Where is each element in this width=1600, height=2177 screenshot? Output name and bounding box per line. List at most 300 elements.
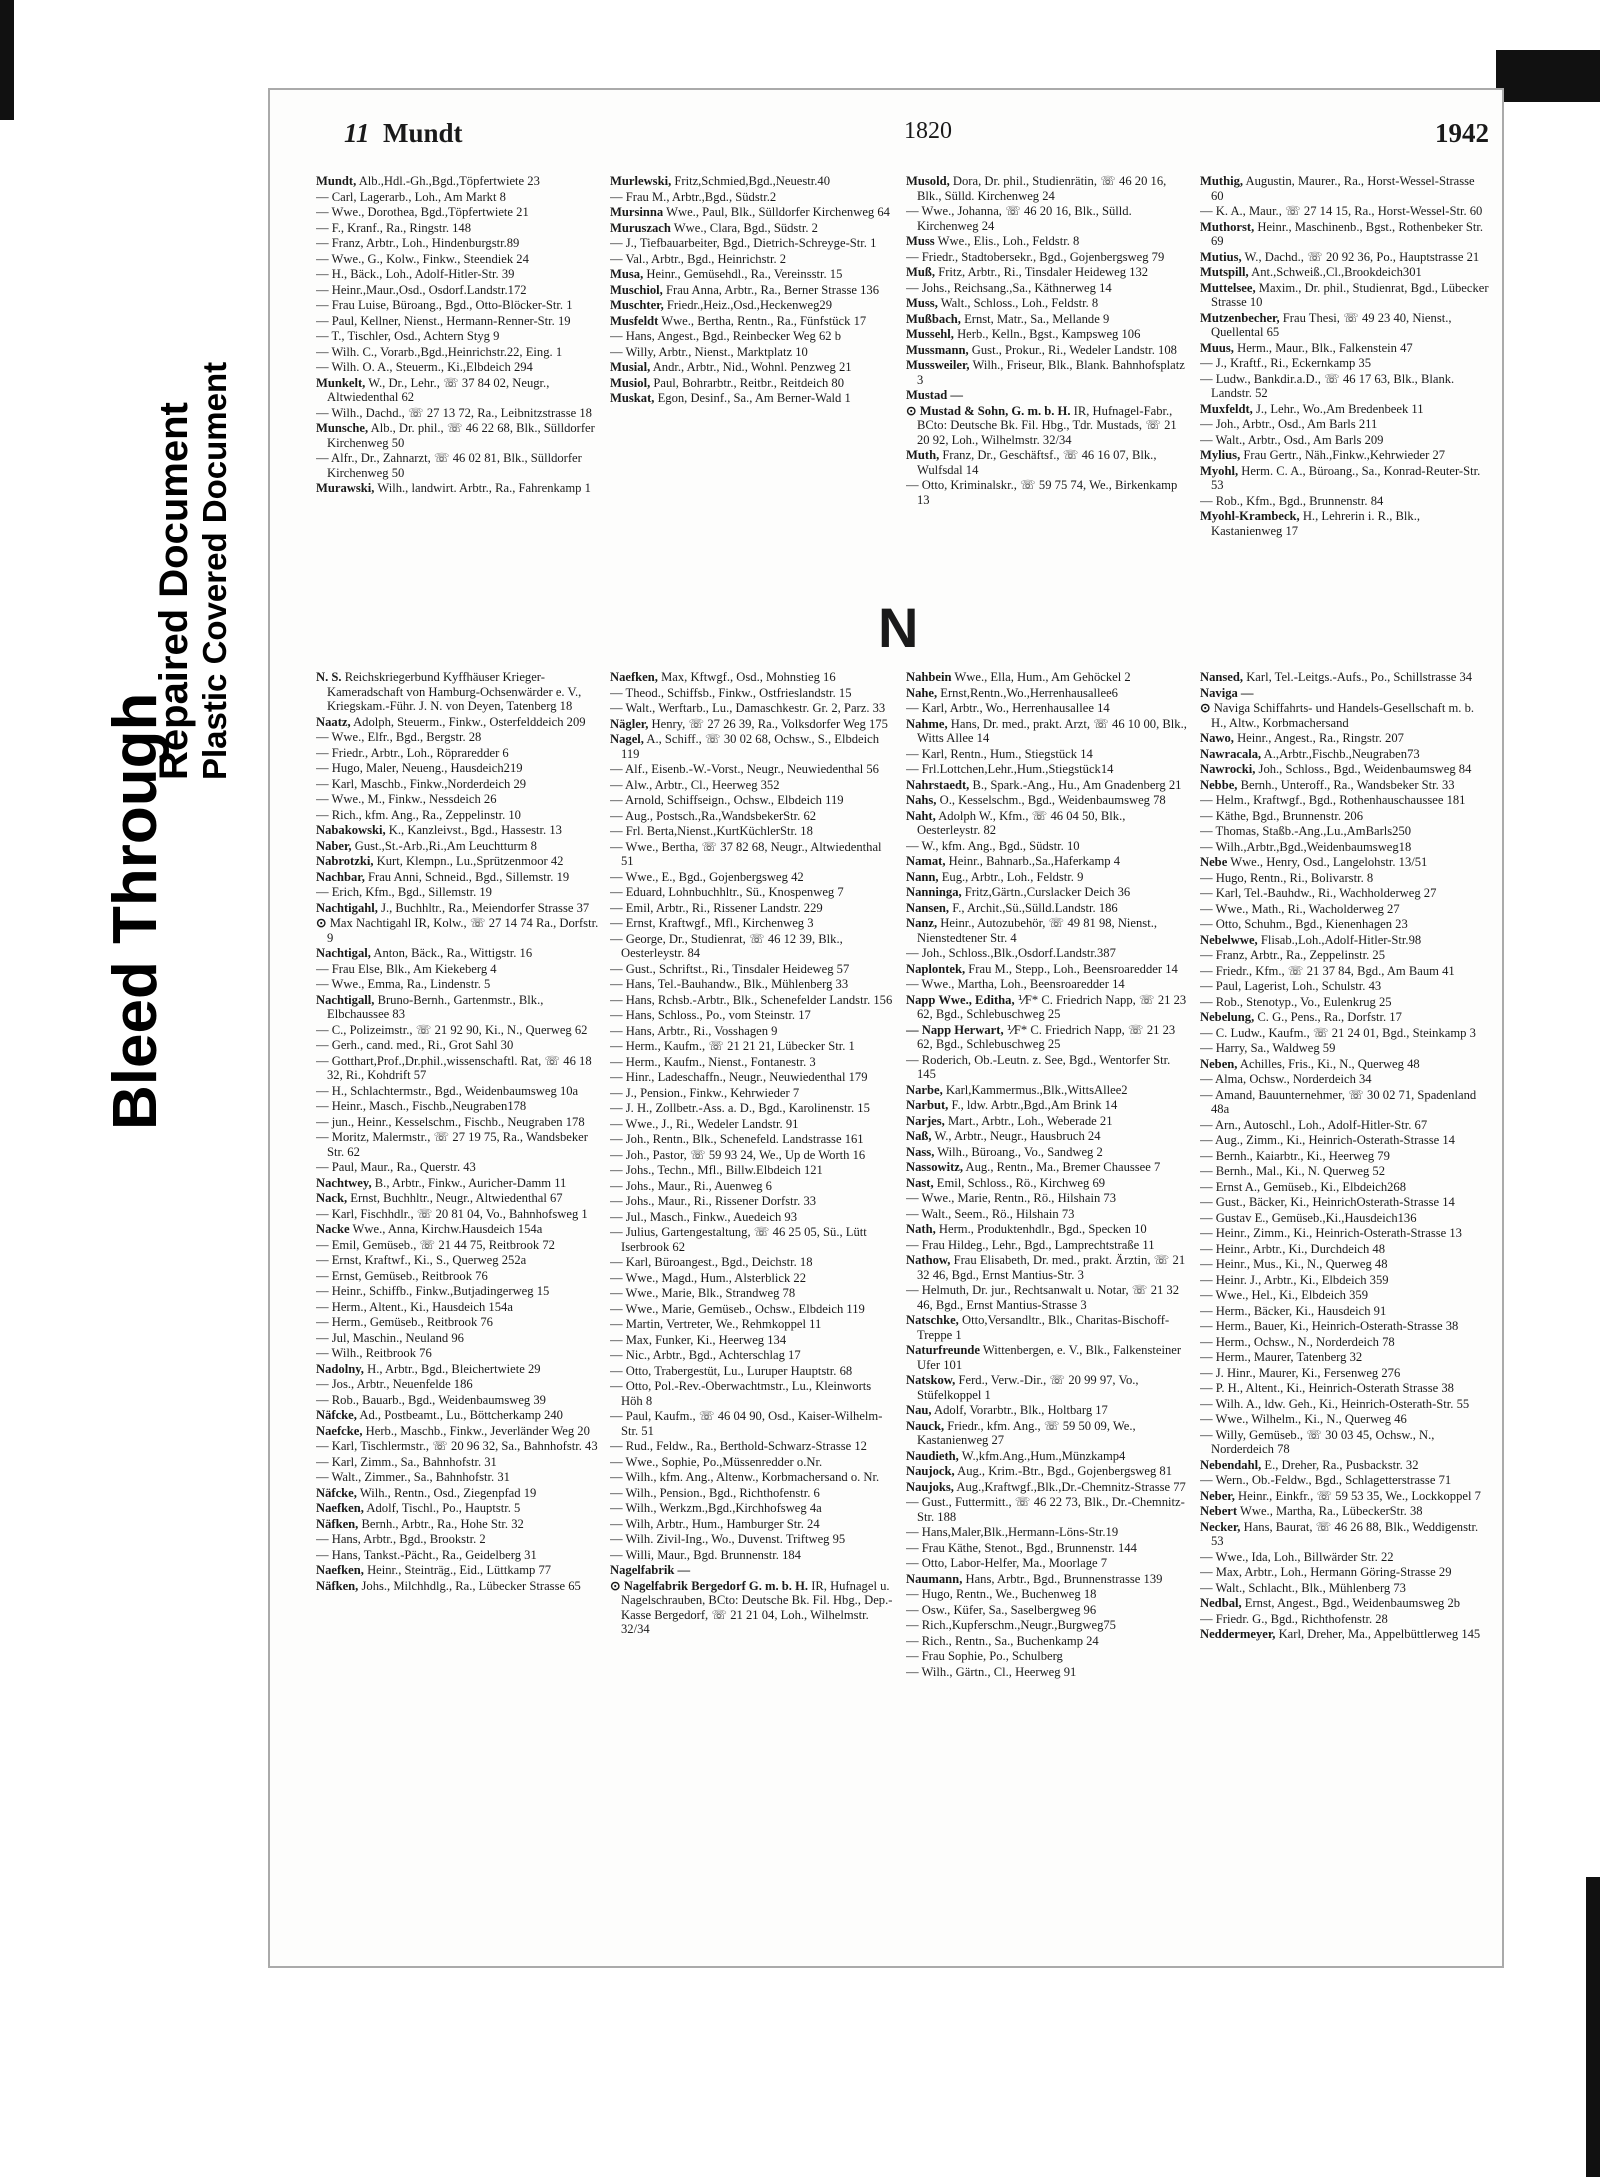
entry-name: Nahs,: [906, 793, 937, 807]
entry-details: — Erich, Kfm., Bgd., Sillemstr. 19: [316, 885, 492, 899]
entry-name: Nebbe,: [1200, 777, 1238, 792]
entry-details: Heinr., Bahnarb.,Sa.,Haferkamp 4: [945, 854, 1121, 868]
directory-entry: [610, 1179, 893, 1194]
entry-details: — Alma, Ochsw., Norderdeich 34: [1200, 1072, 1372, 1086]
entry-details: — Joh., Schloss.,Blk.,Osdorf.Landstr.387: [906, 946, 1116, 960]
entry-details: — Herm., Kaufm., Nienst., Fontanestr. 3: [610, 1054, 816, 1069]
entry-details: — C., Polizeimstr., ☏ 21 92 90, Ki., N., Querweg 62: [316, 1022, 588, 1037]
directory-entry: [906, 1464, 1189, 1479]
entry-name: Nebert: [1200, 1504, 1238, 1518]
directory-entry: [906, 1618, 1189, 1633]
bleed-through-stamp: Bleed Through: [101, 692, 170, 1130]
entry-details: — Hans, Rchsb.-Arbtr., Blk., Schenefelder Landstr. 156: [610, 992, 893, 1007]
directory-entry: [316, 1439, 599, 1454]
entry-name: Nanninga,: [906, 885, 962, 899]
directory-entry: [1200, 1118, 1490, 1133]
directory-entry: [906, 327, 1189, 342]
directory-entry: [1200, 670, 1490, 685]
entry-details: — Joh., Pastor, ☏ 59 93 24, We., Up de Worth 16: [610, 1147, 866, 1162]
entry-details: Wwe., Clara, Bgd., Südstr. 2: [670, 220, 818, 235]
directory-entry: [1200, 1242, 1490, 1257]
entry-details: Friedr., kfm. Ang., ☏ 59 50 09, We., Kastanienweg 27: [917, 1418, 1136, 1447]
directory-entry: [610, 1117, 893, 1132]
entry-details: — Helmuth, Dr. jur., Rechtsanwalt u. Notar, ☏ 21 32 46, Bgd., Ernst Mantius-Strasse 3: [906, 1283, 1180, 1312]
entry-name: Nadolny,: [316, 1361, 364, 1376]
entry-details: — Moritz, Malermstr., ☏ 27 19 75, Ra., Wandsbeker Str. 62: [316, 1130, 588, 1159]
entry-name: Namat,: [906, 854, 946, 868]
directory-entry: [610, 993, 893, 1008]
entry-details: — Wwe., G., Kolw., Finkw., Steendiek 24: [316, 251, 529, 266]
entry-name: Natskow,: [906, 1373, 956, 1387]
directory-entry: [906, 1419, 1189, 1448]
entry-name: Nagelfabrik —: [610, 1563, 691, 1577]
entry-name: Nann,: [906, 869, 939, 884]
directory-entry: [1200, 793, 1490, 808]
directory-entry: [1200, 871, 1490, 886]
entry-details: Frau Thesi, ☏ 49 23 40, Nienst., Quellental 65: [1211, 310, 1452, 339]
entry-details: — Frau Luise, Büroang., Bgd., Otto-Blöcker-Str. 1: [316, 298, 573, 312]
entry-details: — Karl, Büroangest., Bgd., Deichstr. 18: [610, 1255, 813, 1269]
entry-details: — Julius, Gartengestaltung, ☏ 46 25 05, Sü., Lütt Iserbrook 62: [610, 1225, 867, 1254]
entry-details: Naviga Schiffahrts- und Handels-Gesellschaft m. b. H., Altw., Korbmachersand: [1210, 701, 1475, 730]
directory-entry: [1200, 1350, 1490, 1365]
directory-entry: [316, 1377, 599, 1392]
entry-details: — Rud., Feldw., Ra., Berthold-Schwarz-Strasse 12: [610, 1439, 867, 1453]
directory-entry: [610, 1194, 893, 1209]
entry-details: W.,kfm.Ang.,Hum.,Münzkamp4: [958, 1448, 1126, 1463]
entry-details: — Wwe., Marie, Blk., Strandweg 78: [610, 1286, 796, 1300]
entry-details: — Amand, Bauunternehmer, ☏ 30 02 71, Spadenland 48a: [1200, 1087, 1477, 1116]
directory-entry: [316, 1054, 599, 1083]
entry-details: Karl, Dreher, Ma., Appelbüttlerweg 145: [1275, 1627, 1481, 1641]
directory-entry: [610, 932, 893, 961]
directory-entry: [906, 1541, 1189, 1556]
directory-entry: [1200, 1211, 1490, 1226]
entry-details: — Emil, Gemüseb., ☏ 21 44 75, Reitbrook 72: [316, 1237, 555, 1252]
entry-details: — Emil, Arbtr., Ri., Rissener Landstr. 229: [610, 900, 823, 915]
directory-entry: [316, 360, 599, 375]
directory-entry: [1200, 220, 1490, 249]
entry-details: Ernst, Angest., Bgd., Weidenbaumsweg 2b: [1241, 1596, 1461, 1610]
directory-entry: [1200, 1195, 1490, 1210]
directory-entry: [1200, 917, 1490, 932]
entry-name: Myohl,: [1200, 463, 1239, 478]
header-page-number: 1942: [1435, 118, 1489, 148]
entry-details: Wilh., landwirt. Arbtr., Ra., Fahrenkamp 1: [374, 481, 591, 495]
directory-entry: [610, 840, 893, 869]
entry-details: — Otto, Trabergestüt, Lu., Luruper Hauptstr. 68: [610, 1363, 853, 1378]
entry-details: — T., Tischler, Osd., Achtern Styg 9: [316, 329, 500, 343]
directory-entry: [316, 1331, 599, 1346]
entry-details: Adolph, Steuerm., Finkw., Osterfelddeich 209: [350, 714, 586, 729]
entry-details: — Wilh., Gärtn., Cl., Heerweg 91: [906, 1664, 1077, 1679]
entry-name: Muruszach: [610, 220, 671, 235]
directory-entry: [610, 252, 893, 267]
entry-name: Nass,: [906, 1144, 935, 1159]
entry-name: Nebelung,: [1200, 1010, 1255, 1024]
directory-entry: [906, 250, 1189, 265]
directory-entry: [610, 1517, 893, 1532]
directory-entry: [906, 1480, 1189, 1495]
directory-entry: [1200, 1489, 1490, 1504]
entry-details: — Herm., Altent., Ki., Hausdeich 154a: [316, 1299, 513, 1314]
directory-entry: [610, 962, 893, 977]
entry-details: — jun., Heinr., Kesselschm., Fischb., Neugraben 178: [316, 1114, 585, 1129]
directory-entry: [610, 1470, 893, 1485]
entry-details: — Herm., Gemüseb., Reitbrook 76: [316, 1315, 493, 1329]
entry-details: Ernst, Matr., Sa., Mellande 9: [960, 311, 1110, 326]
directory-entry: [906, 343, 1189, 358]
entry-name: Näfken,: [316, 1578, 359, 1593]
entry-details: — K. A., Maur., ☏ 27 14 15, Ra., Horst-Wessel-Str. 60: [1200, 204, 1483, 218]
entry-details: IR, Hufnagel-Fabr., BCto: Deutsche Bk. Fil. Hbg., Tdr. Mustads, ☏ 21 20 92, Loh., Wilhelmstr. 32/34: [917, 403, 1177, 447]
entry-details: — Käthe, Bgd., Brunnenstr. 206: [1200, 808, 1364, 823]
entry-details: — Frau Else, Blk., Am Kiekeberg 4: [316, 961, 497, 976]
directory-entry: [1200, 809, 1490, 824]
entry-name: Naplontek,: [906, 961, 966, 976]
header-year: 1820: [904, 118, 952, 144]
directory-entry: [1200, 1304, 1490, 1319]
directory-entry: [610, 977, 893, 992]
entry-name: Nahbein: [906, 670, 952, 684]
entry-details: — Karl, Zimm., Sa., Bahnhofstr. 31: [316, 1454, 497, 1469]
directory-entry: [906, 1129, 1189, 1144]
entry-details: — Wwe., Math., Ri., Wacholderweg 27: [1200, 901, 1400, 916]
directory-entry: [1200, 964, 1490, 979]
directory-entry: [316, 1470, 599, 1485]
entry-details: — Willi, Maur., Bgd. Brunnenstr. 184: [610, 1547, 801, 1562]
directory-entry: [316, 1517, 599, 1532]
directory-entry: [316, 946, 599, 961]
directory-entry: [316, 1160, 599, 1175]
directory-entry: [1200, 1397, 1490, 1412]
entry-details: Hans, Arbtr., Bgd., Brunnenstrasse 139: [962, 1571, 1163, 1586]
directory-entry: [316, 1408, 599, 1423]
directory-entry: [610, 1501, 893, 1516]
entry-details: — J., Kraftf., Ri., Eckernkamp 35: [1200, 356, 1372, 370]
entry-name: Mundt,: [316, 174, 357, 188]
entry-details: — C. Ludw., Kaufm., ☏ 21 24 01, Bgd., Steinkamp 3: [1200, 1025, 1476, 1040]
directory-entry: [610, 1286, 893, 1301]
directory-entry: [906, 1145, 1189, 1160]
directory-entry: [906, 1603, 1189, 1618]
directory-entry: [316, 1393, 599, 1408]
entry-name: Muttelsee,: [1200, 280, 1256, 295]
entry-details: Frau Gertr., Näh.,Finkw.,Kehrwieder 27: [1240, 448, 1446, 462]
entry-details: — Jos., Arbtr., Neuenfelde 186: [316, 1377, 473, 1391]
directory-entry: [610, 1055, 893, 1070]
entry-details: — Johs., Maur., Ri., Rissener Dorfstr. 33: [610, 1194, 817, 1208]
entry-details: — Gust., Futtermitt., ☏ 46 22 73, Blk., Dr.-Chemnitz-Str. 188: [906, 1495, 1185, 1524]
directory-entry: [906, 1556, 1189, 1571]
entry-details: — Herm., Ochsw., N., Norderdeich 78: [1200, 1334, 1395, 1349]
entry-details: Aug., Rentn., Ma., Bremer Chaussee 7: [963, 1160, 1161, 1174]
entry-details: Fritz, Arbtr., Ri., Tinsdaler Heideweg 132: [935, 265, 1149, 279]
directory-entry: [1200, 372, 1490, 401]
directory-entry: [316, 839, 599, 854]
entry-details: — Wwe., Johanna, ☏ 46 20 16, Blk., Sülld. Kirchenweg 24: [906, 204, 1132, 233]
entry-details: Frau Anna, Arbtr., Ra., Berner Strasse 136: [662, 282, 880, 297]
entry-details: Ernst, Buchhltr., Neugr., Altwiedenthal 67: [347, 1191, 563, 1205]
directory-entry: [610, 1317, 893, 1332]
entry-name: Naudieth,: [906, 1448, 959, 1463]
directory-entry: [316, 977, 599, 992]
entry-details: Bernh., Unteroff., Ra., Wandsbeker Str. 33: [1237, 777, 1455, 792]
entry-name: Neber,: [1200, 1488, 1235, 1503]
directory-entry: [906, 1023, 1189, 1052]
directory-entry: [610, 329, 893, 344]
entry-details: Heinr., Einkfr., ☏ 59 53 35, We., Lockkoppel 7: [1234, 1488, 1481, 1503]
entry-details: — Osw., Küfer, Sa., Saselbergweg 96: [906, 1602, 1097, 1617]
directory-entry: [316, 1207, 599, 1222]
entry-details: — Otto, Pol.-Rev.-Oberwachtmstr., Lu., Kleinworts Höh 8: [610, 1379, 872, 1408]
directory-entry: [1200, 174, 1490, 203]
entry-name: Nebe: [1200, 855, 1228, 869]
entry-details: — Wwe., Elfr., Bgd., Bergstr. 28: [316, 730, 482, 744]
directory-entry: [610, 870, 893, 885]
repaired-document-stamp: Repaired Document: [152, 402, 196, 780]
bottom-column-2: [610, 670, 893, 1960]
directory-entry: [610, 376, 893, 391]
directory-entry: [1200, 1088, 1490, 1117]
directory-entry: [1200, 509, 1490, 538]
directory-entry: [316, 1084, 599, 1099]
entry-details: — P. H., Altent., Ki., Heinrich-Osterath Strasse 38: [1200, 1381, 1454, 1395]
entry-details: Paul, Bohrarbtr., Reitbr., Reitdeich 80: [650, 375, 845, 390]
entry-details: Herm., Produktenhdlr., Bgd., Specken 10: [935, 1222, 1147, 1236]
scan-border-top-right: [1496, 50, 1600, 102]
section-letter: N: [878, 596, 919, 659]
entry-name: Natschke,: [906, 1313, 959, 1327]
entry-details: IR, Hufnagel u. Nagelschrauben, BCto: Deutsche Bk. Fil. Hbg., Dep.-Kasse Bergedorf, ☏ 21 21 04, Loh., Wilhelmstr. 32/34: [621, 1578, 893, 1636]
entry-name: Neddermeyer,: [1200, 1627, 1276, 1641]
entry-details: — Hugo, Rentn., We., Buchenweg 18: [906, 1587, 1097, 1601]
directory-entry: [316, 823, 599, 838]
entry-name: ⊙ Nagelfabrik Bergedorf G. m. b. H.: [610, 1578, 809, 1593]
directory-entry: [316, 314, 599, 329]
directory-entry: [316, 792, 599, 807]
directory-entry: [906, 993, 1189, 1022]
entry-details: — Wilh. C., Vorarb.,Bgd.,Heinrichstr.22, Eing. 1: [316, 344, 563, 359]
entry-details: Otto,Versandltr., Blk., Charitas-Bischoff-Treppe 1: [917, 1313, 1170, 1342]
directory-entry: [610, 824, 893, 839]
directory-entry: [1200, 1133, 1490, 1148]
directory-entry: [1200, 1504, 1490, 1519]
entry-details: Herm. C. A., Büroang., Sa., Konrad-Reuter-Str. 53: [1211, 463, 1481, 492]
entry-details: — Hugo, Maler, Neueng., Hausdeich219: [316, 761, 523, 775]
directory-entry: [906, 1283, 1189, 1312]
directory-entry: [906, 1176, 1189, 1191]
entry-name: Naatz,: [316, 714, 351, 729]
directory-entry: [1200, 494, 1490, 509]
entry-details: — Alfr., Dr., Zahnarzt, ☏ 46 02 81, Blk., Sülldorfer Kirchenweg 50: [316, 451, 582, 480]
entry-details: — Rich., Rentn., Sa., Buchenkamp 24: [906, 1633, 1099, 1648]
directory-entry: [906, 1083, 1189, 1098]
entry-name: Mursinna: [610, 205, 664, 219]
entry-details: — H., Schlachtermstr., Bgd., Weidenbaumsweg 10a: [316, 1083, 579, 1098]
directory-entry: [610, 1148, 893, 1163]
entry-name: — Napp Herwart,: [906, 1022, 1004, 1037]
entry-details: — Harry, Sa., Waldweg 59: [1200, 1041, 1336, 1055]
entry-name: Mussmann,: [906, 342, 969, 357]
directory-entry: [1200, 448, 1490, 463]
directory-entry: [610, 1348, 893, 1363]
entry-details: — Ernst, Kraftwf., Ki., S., Querweg 252a: [316, 1253, 527, 1267]
directory-entry: [1200, 250, 1490, 265]
entry-name: Mustad —: [906, 388, 964, 402]
entry-details: Ferd., Verw.-Dir., ☏ 20 99 97, Vo., Stüfelkoppel 1: [917, 1373, 1139, 1402]
directory-entry: [610, 1302, 893, 1317]
directory-entry: [1200, 204, 1490, 219]
entry-details: — Max, Arbtr., Loh., Hermann Göring-Strasse 29: [1200, 1565, 1452, 1579]
directory-entry: [610, 717, 893, 732]
directory-entry: [316, 267, 599, 282]
entry-details: — Walt., Seem., Rö., Hilshain 73: [906, 1206, 1075, 1221]
entry-details: Aug., Krim.-Btr., Bgd., Gojenbergsweg 81: [954, 1464, 1172, 1478]
entry-details: W., Arbtr., Neugr., Hausbruch 24: [931, 1129, 1101, 1143]
entry-name: Naturfreunde: [906, 1343, 980, 1357]
entry-name: Naber,: [316, 838, 352, 853]
entry-name: Nachtigal,: [316, 946, 371, 960]
directory-entry: [610, 236, 893, 251]
entry-details: W., Dr., Lehr., ☏ 37 84 02, Neugr., Altwiedenthal 62: [327, 375, 550, 404]
directory-entry: [610, 1255, 893, 1270]
entry-name: Nebendahl,: [1200, 1457, 1262, 1472]
entry-name: Näfken,: [316, 1516, 359, 1531]
directory-entry: [316, 252, 599, 267]
entry-name: Naefken,: [610, 670, 658, 684]
entry-details: — Frl.Lottchen,Lehr.,Hum.,Stiegstück14: [906, 762, 1114, 776]
directory-entry: [316, 1362, 599, 1377]
entry-details: — Frau Hildeg., Lehr., Bgd., Lamprechtstraße 11: [906, 1237, 1155, 1252]
directory-entry: [610, 391, 893, 406]
entry-name: Nachtwey,: [316, 1175, 372, 1190]
directory-entry: [1200, 1520, 1490, 1549]
entry-details: — Walt., Schlacht., Blk., Mühlenberg 73: [1200, 1580, 1406, 1595]
entry-details: A., Schiff., ☏ 30 02 68, Ochsw., S., Elbdeich 119: [621, 732, 880, 761]
directory-entry: [316, 174, 599, 189]
entry-details: — Carl, Lagerarb., Loh., Am Markt 8: [316, 189, 506, 204]
entry-name: Nedbal,: [1200, 1596, 1242, 1610]
entry-name: Muus,: [1200, 340, 1234, 355]
entry-details: — Frau Käthe, Stenot., Bgd., Brunnenstr. 144: [906, 1540, 1137, 1555]
entry-details: K., Kanzleivst., Bgd., Hassestr. 13: [385, 823, 562, 837]
entry-details: — Walt., Werftarb., Lu., Damaschkestr. Gr. 2, Parz. 33: [610, 701, 886, 715]
entry-details: Bruno-Bernh., Gartenmstr., Blk., Elbchaussee 83: [327, 992, 544, 1021]
entry-name: Nacke: [316, 1222, 350, 1236]
entry-name: Nebelwwe,: [1200, 932, 1258, 947]
directory-page: [268, 88, 1504, 1968]
top-column-2: [610, 174, 893, 564]
directory-entry: [906, 1495, 1189, 1524]
entry-details: — Joh., Arbtr., Osd., Am Barls 211: [1200, 417, 1378, 431]
entry-details: Flisab.,Loh.,Adolf-Hitler-Str.98: [1257, 932, 1422, 947]
directory-entry: [906, 478, 1189, 507]
entry-details: — Wilh., Dachd., ☏ 27 13 72, Ra., Leibnitzstrasse 18: [316, 405, 592, 420]
directory-entry: [1200, 417, 1490, 432]
entry-details: — Wilh.,Arbtr.,Bgd.,Weidenbaumsweg18: [1200, 839, 1412, 854]
entry-details: — Friedr., Arbtr., Loh., Röpraredder 6: [316, 745, 509, 760]
directory-entry: [1200, 356, 1490, 371]
directory-entry: [316, 298, 599, 313]
directory-entry: [1200, 402, 1490, 417]
directory-entry: [1200, 1366, 1490, 1381]
entry-details: — Wern., Ob.-Feldw., Bgd., Schlagetterstrasse 71: [1200, 1473, 1452, 1487]
directory-entry: [316, 1300, 599, 1315]
entry-name: Muthig,: [1200, 174, 1244, 188]
entry-details: — Walt., Zimmer., Sa., Bahnhofstr. 31: [316, 1470, 510, 1484]
entry-name: Nabrotzki,: [316, 854, 374, 868]
entry-details: — Heinr., Zimm., Ki., Heinrich-Osterath-Strasse 13: [1200, 1226, 1462, 1240]
entry-details: Joh., Schloss., Bgd., Weidenbaumsweg 84: [1255, 762, 1472, 776]
directory-entry: [1200, 1428, 1490, 1457]
directory-entry: [610, 1579, 893, 1637]
directory-entry: [1200, 824, 1490, 839]
entry-name: Nathow,: [906, 1253, 951, 1267]
entry-details: — J. Hinr., Maurer, Ki., Fersenweg 276: [1200, 1365, 1401, 1380]
directory-entry: [906, 1449, 1189, 1464]
directory-entry: [1200, 1627, 1490, 1642]
directory-entry: [906, 1525, 1189, 1540]
directory-entry: [906, 946, 1189, 961]
entry-details: Heinr., Autozubehör, ☏ 49 81 98, Nienst., Nienstedtener Str. 4: [917, 916, 1158, 945]
directory-entry: [316, 1130, 599, 1159]
directory-entry: [316, 1315, 599, 1330]
directory-entry: [316, 481, 599, 496]
directory-entry: [1200, 1164, 1490, 1179]
directory-entry: [906, 1634, 1189, 1649]
entry-details: — Wwe., Sophie, Po.,Müssenredder o.Nr.: [610, 1454, 823, 1469]
entry-name: ⊙: [1200, 701, 1211, 715]
entry-details: J., Lehr., Wo.,Am Bredenbeek 11: [1252, 401, 1424, 416]
directory-entry: [316, 870, 599, 885]
entry-details: — George, Dr., Studienrat, ☏ 46 12 39, Blk., Oesterleystr. 84: [610, 931, 843, 960]
directory-entry: [906, 1373, 1189, 1402]
entry-details: W., Dachd., ☏ 20 92 36, Po., Hauptstrasse 21: [1241, 249, 1480, 264]
entry-details: — Rob., Bauarb., Bgd., Weidenbaumsweg 39: [316, 1392, 546, 1407]
directory-entry: [1200, 778, 1490, 793]
entry-details: — Rich., kfm. Ang., Ra., Zeppelinstr. 10: [316, 807, 521, 822]
entry-details: Maxim., Dr. phil., Studienrat, Bgd., Lübecker Strasse 10: [1211, 280, 1489, 309]
entry-details: — Gotthart,Prof.,Dr.phil.,wissenschaftl. Rat, ☏ 46 18 32, Ri., Kohdrift 57: [316, 1053, 592, 1082]
directory-entry: [1200, 1273, 1490, 1288]
page-prefix: 11: [344, 118, 370, 148]
directory-entry: [316, 1238, 599, 1253]
directory-entry: [610, 283, 893, 298]
entry-details: — Aug., Postsch.,Ra.,WandsbekerStr. 62: [610, 808, 817, 823]
entry-details: — Wwe., Ida, Loh., Billwärder Str. 22: [1200, 1549, 1394, 1564]
entry-name: Napp Wwe., Editha,: [906, 992, 1015, 1007]
entry-details: — J., Tiefbauarbeiter, Bgd., Dietrich-Schreyge-Str. 1: [610, 236, 877, 250]
entry-details: Augustin, Maurer., Ra., Horst-Wessel-Strasse 60: [1211, 174, 1475, 203]
directory-entry: [316, 329, 599, 344]
directory-entry: [906, 1114, 1189, 1129]
directory-entry: [316, 746, 599, 761]
directory-entry: [906, 1313, 1189, 1342]
directory-entry: [316, 1548, 599, 1563]
entry-details: — Wwe., M., Finkw., Nessdeich 26: [316, 792, 497, 806]
directory-entry: [316, 1269, 599, 1284]
directory-entry: [906, 854, 1189, 869]
directory-entry: [316, 451, 599, 480]
header-surname: Mundt: [383, 118, 463, 148]
entry-name: Nachtigall,: [316, 992, 375, 1007]
entry-name: Muskat,: [610, 391, 655, 405]
entry-name: Nahrstaedt,: [906, 777, 970, 792]
directory-entry: [1200, 1072, 1490, 1087]
directory-entry: [316, 761, 599, 776]
directory-entry: [610, 1271, 893, 1286]
